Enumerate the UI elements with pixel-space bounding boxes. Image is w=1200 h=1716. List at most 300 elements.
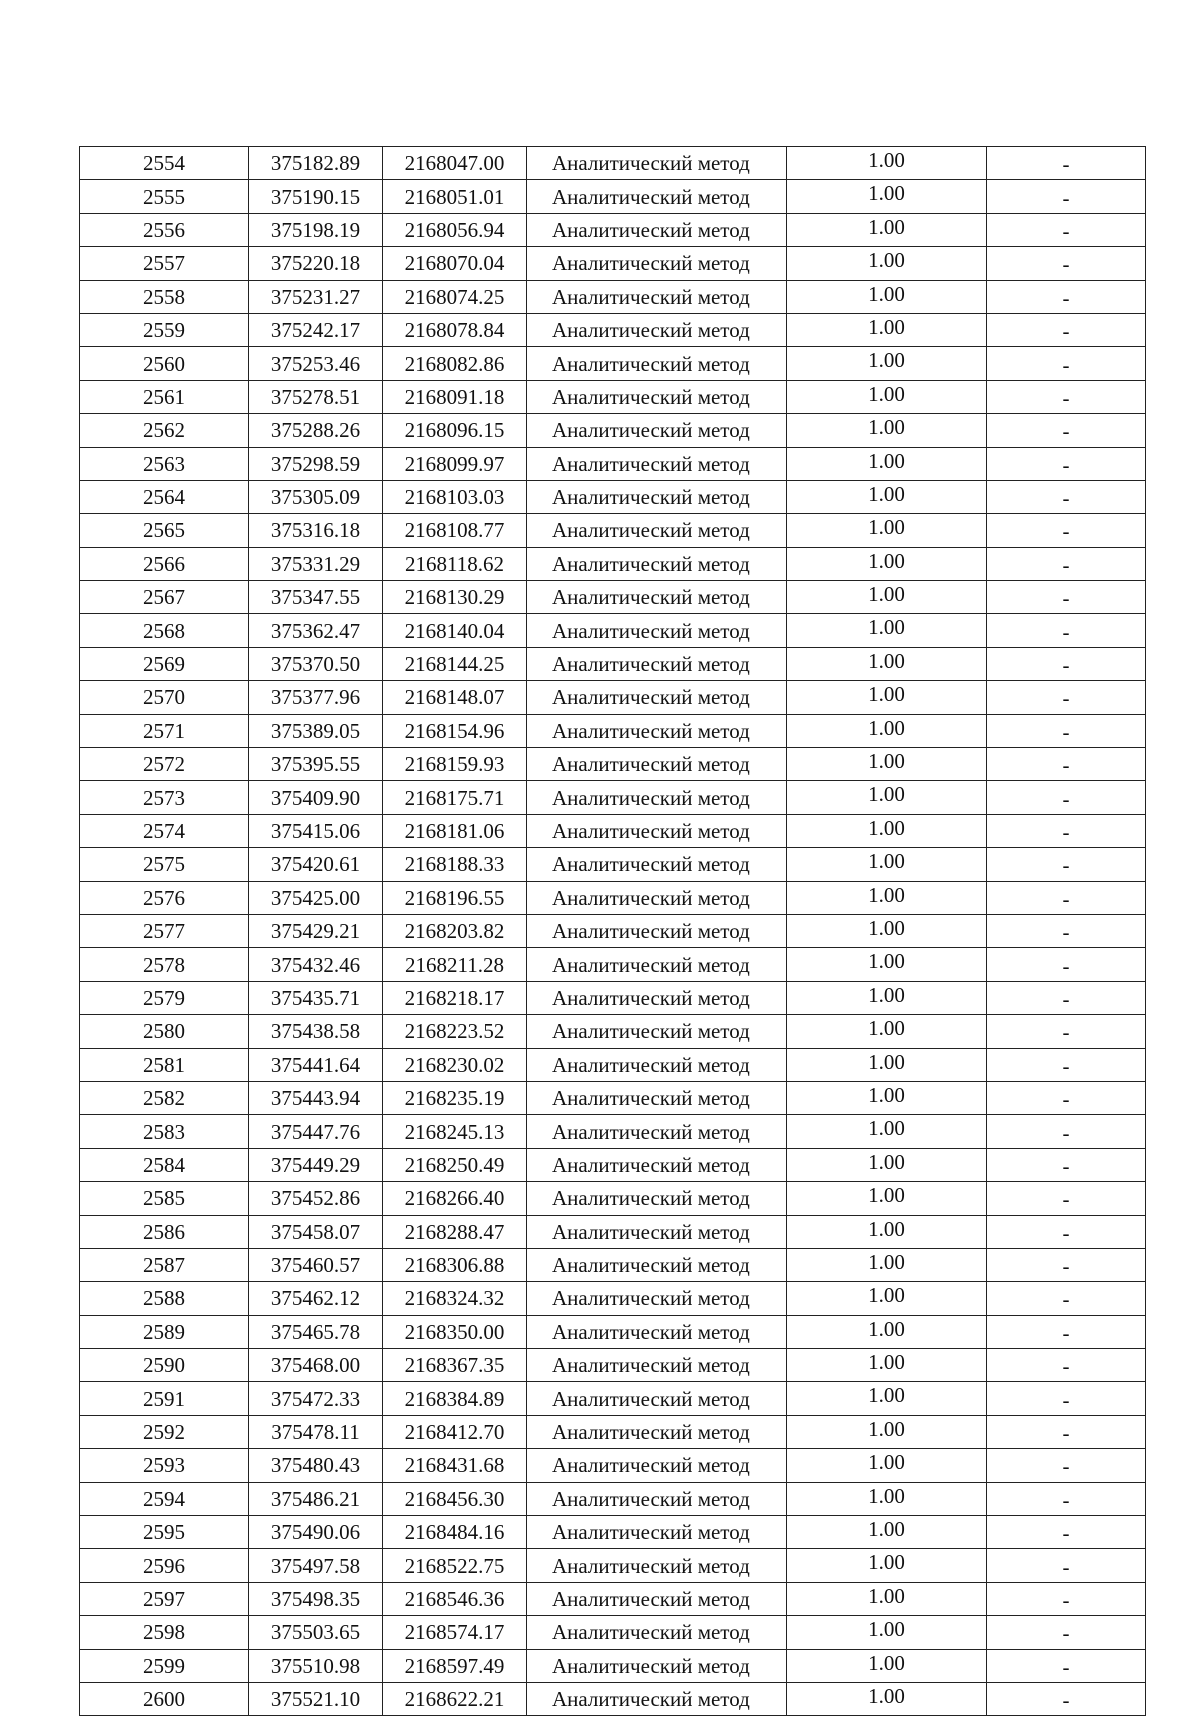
- table-row: [80, 1248, 1146, 1281]
- error-cell: 1.00: [787, 280, 987, 313]
- table-row: [80, 1415, 1146, 1448]
- method-cell: Аналитический метод: [527, 614, 787, 647]
- y-coordinate-cell: 2168051.01: [383, 180, 527, 213]
- error-cell: 1.00: [787, 1582, 987, 1615]
- table-row: [80, 1549, 1146, 1582]
- error-cell: 1.00: [787, 414, 987, 447]
- method-cell: Аналитический метод: [527, 1081, 787, 1114]
- note-cell: -: [987, 614, 1146, 647]
- y-coordinate-cell: 2168211.28: [383, 948, 527, 981]
- table-row: [80, 714, 1146, 747]
- point-number-cell: 2584: [80, 1148, 249, 1181]
- error-cell: 1.00: [787, 1115, 987, 1148]
- error-cell: 1.00: [787, 1081, 987, 1114]
- x-coordinate-cell: 375447.76: [249, 1115, 383, 1148]
- x-coordinate-cell: 375503.65: [249, 1616, 383, 1649]
- note-cell: -: [987, 514, 1146, 547]
- y-coordinate-cell: 2168597.49: [383, 1649, 527, 1682]
- note-cell: -: [987, 447, 1146, 480]
- table-row: [80, 313, 1146, 346]
- note-cell: -: [987, 1482, 1146, 1515]
- table-row: [80, 1482, 1146, 1515]
- note-cell: -: [987, 1549, 1146, 1582]
- table-row: [80, 180, 1146, 213]
- x-coordinate-cell: 375347.55: [249, 581, 383, 614]
- x-coordinate-cell: 375478.11: [249, 1415, 383, 1448]
- y-coordinate-cell: 2168056.94: [383, 213, 527, 246]
- table-row: [80, 1182, 1146, 1215]
- method-cell: Аналитический метод: [527, 814, 787, 847]
- y-coordinate-cell: 2168306.88: [383, 1248, 527, 1281]
- y-coordinate-cell: 2168484.16: [383, 1516, 527, 1549]
- note-cell: -: [987, 1616, 1146, 1649]
- note-cell: -: [987, 1682, 1146, 1715]
- method-cell: Аналитический метод: [527, 714, 787, 747]
- x-coordinate-cell: 375472.33: [249, 1382, 383, 1415]
- point-number-cell: 2594: [80, 1482, 249, 1515]
- method-cell: Аналитический метод: [527, 1482, 787, 1515]
- x-coordinate-cell: 375298.59: [249, 447, 383, 480]
- x-coordinate-cell: 375190.15: [249, 180, 383, 213]
- x-coordinate-cell: 375198.19: [249, 213, 383, 246]
- table-row: [80, 1682, 1146, 1715]
- x-coordinate-cell: 375497.58: [249, 1549, 383, 1582]
- y-coordinate-cell: 2168047.00: [383, 147, 527, 180]
- table-row: [80, 547, 1146, 580]
- x-coordinate-cell: 375231.27: [249, 280, 383, 313]
- x-coordinate-cell: 375490.06: [249, 1516, 383, 1549]
- y-coordinate-cell: 2168266.40: [383, 1182, 527, 1215]
- method-cell: Аналитический метод: [527, 547, 787, 580]
- y-coordinate-cell: 2168622.21: [383, 1682, 527, 1715]
- method-cell: Аналитический метод: [527, 414, 787, 447]
- error-cell: 1.00: [787, 1516, 987, 1549]
- y-coordinate-cell: 2168154.96: [383, 714, 527, 747]
- point-number-cell: 2560: [80, 347, 249, 380]
- point-number-cell: 2585: [80, 1182, 249, 1215]
- point-number-cell: 2554: [80, 147, 249, 180]
- y-coordinate-cell: 2168235.19: [383, 1081, 527, 1114]
- table-row: [80, 581, 1146, 614]
- point-number-cell: 2592: [80, 1415, 249, 1448]
- error-cell: 1.00: [787, 1415, 987, 1448]
- point-number-cell: 2576: [80, 881, 249, 914]
- y-coordinate-cell: 2168140.04: [383, 614, 527, 647]
- x-coordinate-cell: 375468.00: [249, 1349, 383, 1382]
- x-coordinate-cell: 375510.98: [249, 1649, 383, 1682]
- point-number-cell: 2565: [80, 514, 249, 547]
- method-cell: Аналитический метод: [527, 313, 787, 346]
- y-coordinate-cell: 2168175.71: [383, 781, 527, 814]
- method-cell: Аналитический метод: [527, 581, 787, 614]
- x-coordinate-cell: 375441.64: [249, 1048, 383, 1081]
- error-cell: 1.00: [787, 981, 987, 1014]
- method-cell: Аналитический метод: [527, 213, 787, 246]
- y-coordinate-cell: 2168130.29: [383, 581, 527, 614]
- point-number-cell: 2556: [80, 213, 249, 246]
- x-coordinate-cell: 375288.26: [249, 414, 383, 447]
- x-coordinate-cell: 375242.17: [249, 313, 383, 346]
- note-cell: -: [987, 1015, 1146, 1048]
- point-number-cell: 2581: [80, 1048, 249, 1081]
- y-coordinate-cell: 2168288.47: [383, 1215, 527, 1248]
- method-cell: Аналитический метод: [527, 981, 787, 1014]
- error-cell: 1.00: [787, 714, 987, 747]
- y-coordinate-cell: 2168384.89: [383, 1382, 527, 1415]
- error-cell: 1.00: [787, 447, 987, 480]
- note-cell: -: [987, 414, 1146, 447]
- error-cell: 1.00: [787, 1182, 987, 1215]
- x-coordinate-cell: 375370.50: [249, 647, 383, 680]
- method-cell: Аналитический метод: [527, 1415, 787, 1448]
- x-coordinate-cell: 375362.47: [249, 614, 383, 647]
- table-row: [80, 1616, 1146, 1649]
- table-row: [80, 914, 1146, 947]
- method-cell: Аналитический метод: [527, 1516, 787, 1549]
- y-coordinate-cell: 2168108.77: [383, 514, 527, 547]
- y-coordinate-cell: 2168456.30: [383, 1482, 527, 1515]
- error-cell: 1.00: [787, 180, 987, 213]
- note-cell: -: [987, 748, 1146, 781]
- method-cell: Аналитический метод: [527, 1315, 787, 1348]
- method-cell: Аналитический метод: [527, 914, 787, 947]
- table-row: [80, 881, 1146, 914]
- error-cell: 1.00: [787, 1649, 987, 1682]
- table-row: [80, 247, 1146, 280]
- y-coordinate-cell: 2168367.35: [383, 1349, 527, 1382]
- table-row: [80, 814, 1146, 847]
- method-cell: Аналитический метод: [527, 1215, 787, 1248]
- error-cell: 1.00: [787, 1616, 987, 1649]
- point-number-cell: 2567: [80, 581, 249, 614]
- note-cell: -: [987, 147, 1146, 180]
- error-cell: 1.00: [787, 514, 987, 547]
- point-number-cell: 2591: [80, 1382, 249, 1415]
- y-coordinate-cell: 2168431.68: [383, 1449, 527, 1482]
- x-coordinate-cell: 375438.58: [249, 1015, 383, 1048]
- error-cell: 1.00: [787, 1015, 987, 1048]
- y-coordinate-cell: 2168148.07: [383, 681, 527, 714]
- x-coordinate-cell: 375443.94: [249, 1081, 383, 1114]
- method-cell: Аналитический метод: [527, 380, 787, 413]
- point-number-cell: 2588: [80, 1282, 249, 1315]
- note-cell: -: [987, 247, 1146, 280]
- note-cell: -: [987, 1048, 1146, 1081]
- x-coordinate-cell: 375449.29: [249, 1148, 383, 1181]
- method-cell: Аналитический метод: [527, 147, 787, 180]
- error-cell: 1.00: [787, 814, 987, 847]
- note-cell: -: [987, 547, 1146, 580]
- error-cell: 1.00: [787, 147, 987, 180]
- y-coordinate-cell: 2168223.52: [383, 1015, 527, 1048]
- point-number-cell: 2572: [80, 748, 249, 781]
- error-cell: 1.00: [787, 1248, 987, 1281]
- table-row: [80, 614, 1146, 647]
- y-coordinate-cell: 2168196.55: [383, 881, 527, 914]
- point-number-cell: 2587: [80, 1248, 249, 1281]
- method-cell: Аналитический метод: [527, 1616, 787, 1649]
- error-cell: 1.00: [787, 881, 987, 914]
- point-number-cell: 2562: [80, 414, 249, 447]
- y-coordinate-cell: 2168324.32: [383, 1282, 527, 1315]
- y-coordinate-cell: 2168159.93: [383, 748, 527, 781]
- y-coordinate-cell: 2168074.25: [383, 280, 527, 313]
- method-cell: Аналитический метод: [527, 1682, 787, 1715]
- method-cell: Аналитический метод: [527, 1582, 787, 1615]
- method-cell: Аналитический метод: [527, 1015, 787, 1048]
- error-cell: 1.00: [787, 1215, 987, 1248]
- method-cell: Аналитический метод: [527, 1248, 787, 1281]
- x-coordinate-cell: 375253.46: [249, 347, 383, 380]
- error-cell: 1.00: [787, 213, 987, 246]
- x-coordinate-cell: 375415.06: [249, 814, 383, 847]
- table-row: [80, 514, 1146, 547]
- y-coordinate-cell: 2168188.33: [383, 848, 527, 881]
- y-coordinate-cell: 2168078.84: [383, 313, 527, 346]
- x-coordinate-cell: 375420.61: [249, 848, 383, 881]
- method-cell: Аналитический метод: [527, 480, 787, 513]
- point-number-cell: 2574: [80, 814, 249, 847]
- note-cell: -: [987, 881, 1146, 914]
- table-row: [80, 1449, 1146, 1482]
- note-cell: -: [987, 313, 1146, 346]
- table-row: [80, 1282, 1146, 1315]
- x-coordinate-cell: 375460.57: [249, 1248, 383, 1281]
- note-cell: -: [987, 714, 1146, 747]
- method-cell: Аналитический метод: [527, 1115, 787, 1148]
- y-coordinate-cell: 2168099.97: [383, 447, 527, 480]
- table-row: [80, 1115, 1146, 1148]
- y-coordinate-cell: 2168082.86: [383, 347, 527, 380]
- table-row: [80, 414, 1146, 447]
- error-cell: 1.00: [787, 681, 987, 714]
- method-cell: Аналитический метод: [527, 1649, 787, 1682]
- point-number-cell: 2558: [80, 280, 249, 313]
- error-cell: 1.00: [787, 581, 987, 614]
- error-cell: 1.00: [787, 647, 987, 680]
- error-cell: 1.00: [787, 547, 987, 580]
- y-coordinate-cell: 2168181.06: [383, 814, 527, 847]
- y-coordinate-cell: 2168230.02: [383, 1048, 527, 1081]
- note-cell: -: [987, 380, 1146, 413]
- note-cell: -: [987, 1215, 1146, 1248]
- point-number-cell: 2578: [80, 948, 249, 981]
- table-row: [80, 1382, 1146, 1415]
- method-cell: Аналитический метод: [527, 1048, 787, 1081]
- method-cell: Аналитический метод: [527, 848, 787, 881]
- point-number-cell: 2563: [80, 447, 249, 480]
- y-coordinate-cell: 2168412.70: [383, 1415, 527, 1448]
- note-cell: -: [987, 914, 1146, 947]
- note-cell: -: [987, 647, 1146, 680]
- x-coordinate-cell: 375182.89: [249, 147, 383, 180]
- note-cell: -: [987, 1315, 1146, 1348]
- note-cell: -: [987, 848, 1146, 881]
- note-cell: -: [987, 1081, 1146, 1114]
- point-number-cell: 2568: [80, 614, 249, 647]
- note-cell: -: [987, 581, 1146, 614]
- note-cell: -: [987, 347, 1146, 380]
- error-cell: 1.00: [787, 914, 987, 947]
- point-number-cell: 2577: [80, 914, 249, 947]
- method-cell: Аналитический метод: [527, 881, 787, 914]
- note-cell: -: [987, 280, 1146, 313]
- note-cell: -: [987, 1148, 1146, 1181]
- note-cell: -: [987, 1516, 1146, 1549]
- point-number-cell: 2595: [80, 1516, 249, 1549]
- note-cell: -: [987, 1449, 1146, 1482]
- x-coordinate-cell: 375452.86: [249, 1182, 383, 1215]
- table-row: [80, 380, 1146, 413]
- note-cell: -: [987, 1115, 1146, 1148]
- point-number-cell: 2566: [80, 547, 249, 580]
- table-row: [80, 480, 1146, 513]
- method-cell: Аналитический метод: [527, 1449, 787, 1482]
- y-coordinate-cell: 2168350.00: [383, 1315, 527, 1348]
- error-cell: 1.00: [787, 1449, 987, 1482]
- note-cell: -: [987, 1382, 1146, 1415]
- point-number-cell: 2557: [80, 247, 249, 280]
- method-cell: Аналитический метод: [527, 1349, 787, 1382]
- point-number-cell: 2569: [80, 647, 249, 680]
- method-cell: Аналитический метод: [527, 681, 787, 714]
- method-cell: Аналитический метод: [527, 1549, 787, 1582]
- method-cell: Аналитический метод: [527, 280, 787, 313]
- table-row: [80, 1048, 1146, 1081]
- error-cell: 1.00: [787, 247, 987, 280]
- table-row: [80, 1649, 1146, 1682]
- point-number-cell: 2580: [80, 1015, 249, 1048]
- method-cell: Аналитический метод: [527, 781, 787, 814]
- y-coordinate-cell: 2168118.62: [383, 547, 527, 580]
- note-cell: -: [987, 981, 1146, 1014]
- x-coordinate-cell: 375480.43: [249, 1449, 383, 1482]
- point-number-cell: 2599: [80, 1649, 249, 1682]
- y-coordinate-cell: 2168218.17: [383, 981, 527, 1014]
- point-number-cell: 2561: [80, 380, 249, 413]
- x-coordinate-cell: 375409.90: [249, 781, 383, 814]
- method-cell: Аналитический метод: [527, 1282, 787, 1315]
- method-cell: Аналитический метод: [527, 948, 787, 981]
- method-cell: Аналитический метод: [527, 247, 787, 280]
- coordinates-table-body: [80, 147, 1146, 1716]
- error-cell: 1.00: [787, 848, 987, 881]
- x-coordinate-cell: 375462.12: [249, 1282, 383, 1315]
- method-cell: Аналитический метод: [527, 447, 787, 480]
- point-number-cell: 2582: [80, 1081, 249, 1114]
- table-row: [80, 1349, 1146, 1382]
- y-coordinate-cell: 2168070.04: [383, 247, 527, 280]
- table-row: [80, 147, 1146, 180]
- y-coordinate-cell: 2168546.36: [383, 1582, 527, 1615]
- x-coordinate-cell: 375278.51: [249, 380, 383, 413]
- note-cell: -: [987, 180, 1146, 213]
- table-row: [80, 1215, 1146, 1248]
- x-coordinate-cell: 375425.00: [249, 881, 383, 914]
- point-number-cell: 2559: [80, 313, 249, 346]
- note-cell: -: [987, 1282, 1146, 1315]
- table-row: [80, 848, 1146, 881]
- x-coordinate-cell: 375435.71: [249, 981, 383, 1014]
- point-number-cell: 2583: [80, 1115, 249, 1148]
- point-number-cell: 2571: [80, 714, 249, 747]
- table-row: [80, 1315, 1146, 1348]
- method-cell: Аналитический метод: [527, 1148, 787, 1181]
- table-row: [80, 1015, 1146, 1048]
- note-cell: -: [987, 1649, 1146, 1682]
- table-row: [80, 647, 1146, 680]
- y-coordinate-cell: 2168250.49: [383, 1148, 527, 1181]
- error-cell: 1.00: [787, 1382, 987, 1415]
- point-number-cell: 2579: [80, 981, 249, 1014]
- method-cell: Аналитический метод: [527, 347, 787, 380]
- y-coordinate-cell: 2168574.17: [383, 1616, 527, 1649]
- error-cell: 1.00: [787, 1048, 987, 1081]
- error-cell: 1.00: [787, 313, 987, 346]
- x-coordinate-cell: 375521.10: [249, 1682, 383, 1715]
- y-coordinate-cell: 2168522.75: [383, 1549, 527, 1582]
- point-number-cell: 2589: [80, 1315, 249, 1348]
- x-coordinate-cell: 375316.18: [249, 514, 383, 547]
- table-row: [80, 681, 1146, 714]
- point-number-cell: 2555: [80, 180, 249, 213]
- point-number-cell: 2570: [80, 681, 249, 714]
- note-cell: -: [987, 1349, 1146, 1382]
- table-row: [80, 748, 1146, 781]
- error-cell: 1.00: [787, 1315, 987, 1348]
- x-coordinate-cell: 375486.21: [249, 1482, 383, 1515]
- point-number-cell: 2573: [80, 781, 249, 814]
- note-cell: -: [987, 213, 1146, 246]
- note-cell: -: [987, 948, 1146, 981]
- y-coordinate-cell: 2168103.03: [383, 480, 527, 513]
- table-row: [80, 948, 1146, 981]
- coordinates-table: [79, 146, 1146, 1716]
- error-cell: 1.00: [787, 480, 987, 513]
- method-cell: Аналитический метод: [527, 180, 787, 213]
- y-coordinate-cell: 2168245.13: [383, 1115, 527, 1148]
- error-cell: 1.00: [787, 380, 987, 413]
- x-coordinate-cell: 375331.29: [249, 547, 383, 580]
- x-coordinate-cell: 375498.35: [249, 1582, 383, 1615]
- table-row: [80, 781, 1146, 814]
- point-number-cell: 2598: [80, 1616, 249, 1649]
- table-row: [80, 213, 1146, 246]
- method-cell: Аналитический метод: [527, 1382, 787, 1415]
- error-cell: 1.00: [787, 1549, 987, 1582]
- method-cell: Аналитический метод: [527, 748, 787, 781]
- note-cell: -: [987, 480, 1146, 513]
- error-cell: 1.00: [787, 748, 987, 781]
- error-cell: 1.00: [787, 1482, 987, 1515]
- error-cell: 1.00: [787, 1682, 987, 1715]
- table-row: [80, 347, 1146, 380]
- x-coordinate-cell: 375220.18: [249, 247, 383, 280]
- point-number-cell: 2586: [80, 1215, 249, 1248]
- y-coordinate-cell: 2168203.82: [383, 914, 527, 947]
- y-coordinate-cell: 2168096.15: [383, 414, 527, 447]
- note-cell: -: [987, 814, 1146, 847]
- note-cell: -: [987, 1182, 1146, 1215]
- point-number-cell: 2590: [80, 1349, 249, 1382]
- x-coordinate-cell: 375432.46: [249, 948, 383, 981]
- table-row: [80, 1582, 1146, 1615]
- x-coordinate-cell: 375305.09: [249, 480, 383, 513]
- point-number-cell: 2596: [80, 1549, 249, 1582]
- x-coordinate-cell: 375377.96: [249, 681, 383, 714]
- y-coordinate-cell: 2168144.25: [383, 647, 527, 680]
- error-cell: 1.00: [787, 614, 987, 647]
